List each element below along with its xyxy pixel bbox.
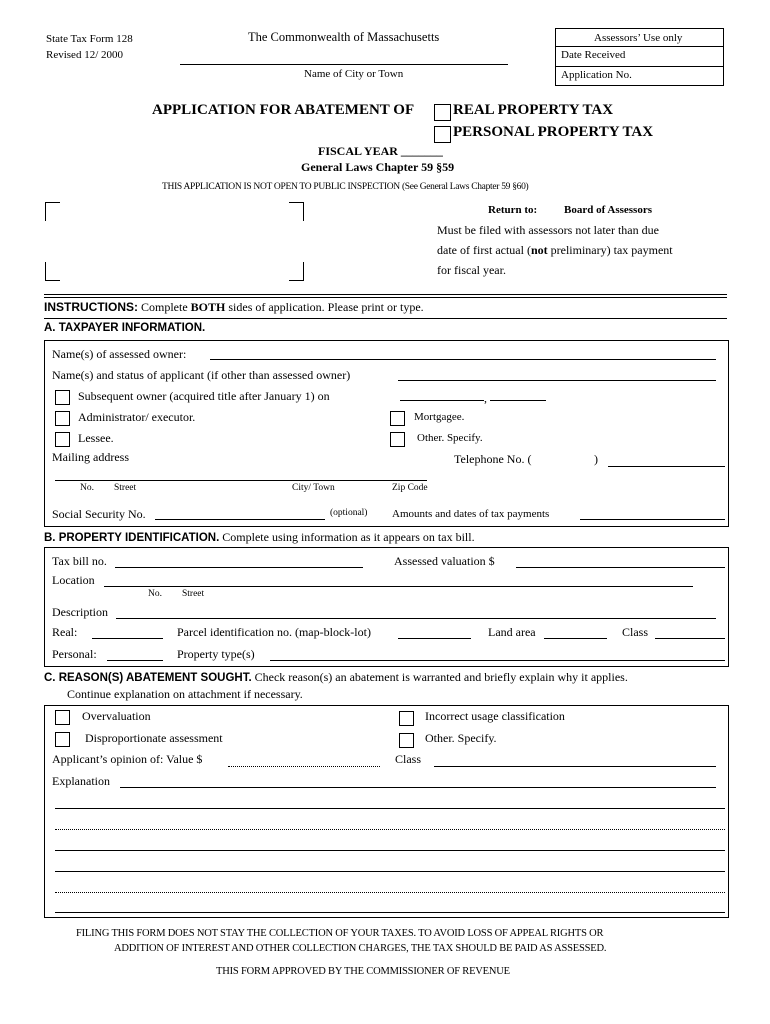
assessed-valuation-field[interactable] (516, 567, 725, 568)
opinion-class-field[interactable] (434, 766, 716, 767)
fiscal-year: FISCAL YEAR _______ (318, 144, 443, 158)
tax-payments-label: Amounts and dates of tax payments (392, 508, 550, 520)
subsequent-owner-label: Subsequent owner (acquired title after January 1) on (78, 389, 330, 403)
application-no-field[interactable]: Application No. (561, 69, 632, 81)
location-no-caption: No. (148, 589, 162, 599)
real-property-checkbox[interactable] (434, 104, 451, 121)
assessors-use-title: Assessors’ Use only (594, 32, 683, 44)
opinion-value-label: Applicant’s opinion of: Value $ (52, 752, 203, 766)
subsequent-owner-checkbox[interactable] (55, 390, 70, 405)
description-label: Description (52, 605, 108, 619)
personal-label: Personal: (52, 647, 97, 661)
ssn-label: Social Security No. (52, 507, 146, 521)
telephone-close-paren: ) (594, 452, 598, 466)
general-laws: General Laws Chapter 59 §59 (301, 160, 455, 174)
overvaluation-checkbox[interactable] (55, 710, 70, 725)
explanation-line-3[interactable] (55, 829, 725, 830)
tax-bill-label: Tax bill no. (52, 554, 107, 568)
explanation-line-4[interactable] (55, 850, 725, 851)
collection-warning-line2: ADDITION OF INTEREST AND OTHER COLLECTION CHARGES, THE TAX SHOULD BE PAID AS ASSESSED. (114, 943, 607, 954)
real-property-label: REAL PROPERTY TAX (453, 102, 614, 118)
address-street-caption: Street (114, 483, 137, 493)
city-town-caption: Name of City or Town (304, 68, 404, 80)
administrator-label: Administrator/ executor. (78, 410, 196, 424)
disproportionate-checkbox[interactable] (55, 732, 70, 747)
form-title: APPLICATION FOR ABATEMENT OF (152, 102, 415, 118)
explanation-line-2[interactable] (55, 808, 725, 809)
inspection-notice: THIS APPLICATION IS NOT OPEN TO PUBLIC INSPECTION (See General Laws Chapter 59 §60) (162, 182, 529, 192)
other-status-label: Other. Specify. (417, 432, 483, 444)
assessed-owner-field[interactable] (210, 359, 716, 360)
explanation-line-6[interactable] (55, 892, 725, 893)
window-corner-bl (45, 262, 60, 281)
return-to-board: Board of Assessors (564, 204, 653, 216)
window-corner-tl (45, 202, 60, 221)
filing-deadline-line2: date of first actual (not preliminary) tax payment (437, 243, 673, 257)
class-field[interactable] (655, 638, 725, 639)
lessee-checkbox[interactable] (55, 432, 70, 447)
mailing-address-field[interactable] (55, 480, 427, 481)
tax-bill-field[interactable] (115, 567, 363, 568)
assessed-valuation-label: Assessed valuation $ (394, 554, 495, 568)
revision-date: Revised 12/ 2000 (46, 49, 123, 61)
personal-property-label: PERSONAL PROPERTY TAX (453, 124, 654, 140)
telephone-label: Telephone No. ( (454, 452, 532, 466)
incorrect-classification-checkbox[interactable] (399, 711, 414, 726)
real-field[interactable] (92, 638, 163, 639)
applicant-label: Name(s) and status of applicant (if other than assessed owner) (52, 368, 351, 382)
window-corner-tr (289, 202, 304, 221)
class-label: Class (622, 625, 649, 639)
subsequent-date-separator: , (484, 391, 487, 405)
land-area-label: Land area (488, 625, 536, 639)
description-field[interactable] (116, 618, 716, 619)
filing-deadline-line3: for fiscal year. (437, 263, 506, 277)
instructions: INSTRUCTIONS: Complete BOTH sides of application. Please print or type. (44, 300, 424, 314)
explanation-label: Explanation (52, 774, 110, 788)
parcel-id-label: Parcel identification no. (map-block-lot) (177, 625, 371, 639)
mailing-address-label: Mailing address (52, 450, 129, 464)
city-town-field[interactable] (180, 64, 508, 65)
window-corner-br (289, 262, 304, 281)
location-field[interactable] (104, 586, 693, 587)
personal-field[interactable] (107, 660, 163, 661)
mortgagee-label: Mortgagee. (414, 411, 465, 423)
section-b-heading: B. PROPERTY IDENTIFICATION. Complete using information as it appears on tax bill. (44, 530, 475, 544)
approval-notice: THIS FORM APPROVED BY THE COMMISSIONER OF REVENUE (216, 966, 510, 977)
mortgagee-checkbox[interactable] (390, 411, 405, 426)
parcel-id-field[interactable] (398, 638, 471, 639)
subsequent-date-field-2[interactable] (490, 400, 546, 401)
location-street-caption: Street (182, 589, 205, 599)
ssn-optional-note: (optional) (330, 508, 368, 518)
explanation-line-5[interactable] (55, 871, 725, 872)
personal-property-checkbox[interactable] (434, 126, 451, 143)
location-label: Location (52, 573, 95, 587)
disproportionate-label: Disproportionate assessment (85, 731, 223, 745)
property-types-label: Property type(s) (177, 647, 255, 661)
other-reason-checkbox[interactable] (399, 733, 414, 748)
filing-deadline-line1: Must be filed with assessors not later than due (437, 223, 659, 237)
commonwealth-heading: The Commonwealth of Massachusetts (248, 30, 440, 44)
tax-payments-field[interactable] (580, 519, 725, 520)
form-number: State Tax Form 128 (46, 33, 133, 45)
real-label: Real: (52, 625, 78, 639)
explanation-line-7[interactable] (55, 912, 725, 913)
assessors-use-box (555, 28, 724, 86)
section-c-heading: C. REASON(S) ABATEMENT SOUGHT. Check reason(s) an abatement is warranted and briefly explain why it applies. (44, 670, 628, 684)
telephone-field[interactable] (608, 466, 725, 467)
administrator-checkbox[interactable] (55, 411, 70, 426)
collection-warning-line1: FILING THIS FORM DOES NOT STAY THE COLLECTION OF YOUR TAXES. TO AVOID LOSS OF APPEAL RIGHTS OR (76, 928, 604, 939)
incorrect-classification-label: Incorrect usage classification (425, 709, 565, 723)
property-types-field[interactable] (270, 660, 725, 661)
return-to-label: Return to: (488, 204, 538, 216)
opinion-value-field[interactable] (228, 766, 380, 767)
section-b-box (44, 547, 729, 667)
assessed-owner-label: Name(s) of assessed owner: (52, 347, 187, 361)
date-received-field[interactable]: Date Received (561, 49, 626, 61)
address-no-caption: No. (80, 483, 94, 493)
address-city-caption: City/ Town (292, 483, 335, 493)
subsequent-date-field-1[interactable] (400, 400, 484, 401)
other-reason-label: Other. Specify. (425, 731, 497, 745)
land-area-field[interactable] (544, 638, 607, 639)
ssn-field[interactable] (155, 519, 325, 520)
opinion-class-label: Class (395, 752, 422, 766)
lessee-label: Lessee. (78, 431, 114, 445)
other-status-checkbox[interactable] (390, 432, 405, 447)
section-a-heading: A. TAXPAYER INFORMATION. (44, 322, 206, 334)
applicant-field[interactable] (398, 380, 716, 381)
explanation-line-1[interactable] (120, 787, 716, 788)
section-c-heading-line2: Continue explanation on attachment if necessary. (67, 687, 303, 701)
address-zip-caption: Zip Code (392, 483, 428, 493)
overvaluation-label: Overvaluation (82, 709, 151, 723)
